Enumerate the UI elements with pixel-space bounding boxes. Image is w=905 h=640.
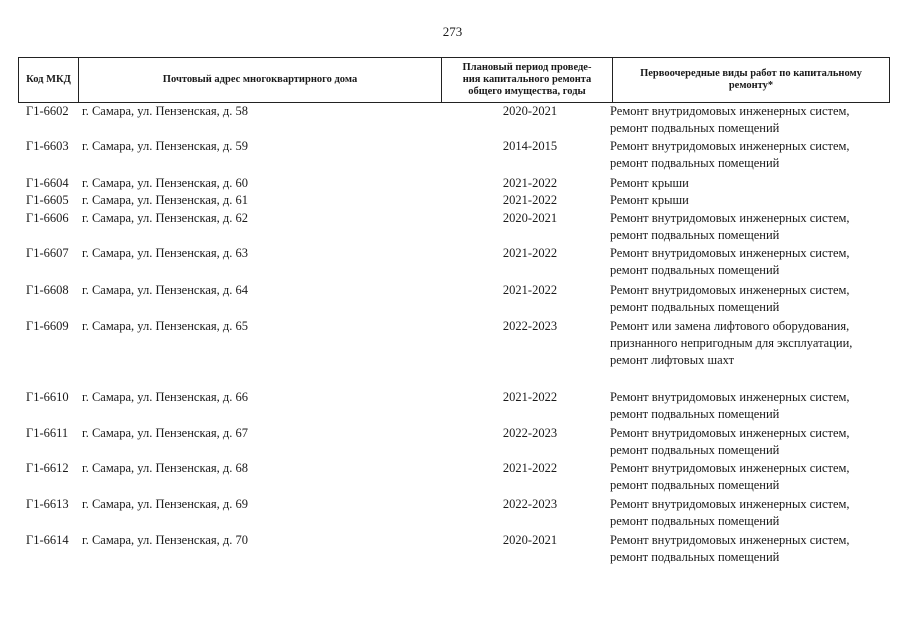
- cell-works: [610, 389, 890, 423]
- cell-works-line: признанного непригодным для эксплуатации,: [610, 336, 853, 350]
- cell-works-line: Ремонт внутридомовых инженерных систем,: [610, 461, 850, 475]
- cell-period: 2021-2022: [502, 193, 558, 207]
- cell-period: 2021-2022: [502, 390, 558, 404]
- cell-works-line: Ремонт крыши: [610, 193, 689, 207]
- cell-address: г. Самара, ул. Пензенская, д. 65: [82, 319, 248, 333]
- cell-works: [610, 192, 890, 209]
- cell-period: 2021-2022: [502, 283, 558, 297]
- cell-code: Г1-6614: [26, 533, 69, 547]
- cell-works: [610, 532, 890, 566]
- cell-period: 2021-2022: [502, 176, 558, 190]
- cell-address: г. Самара, ул. Пензенская, д. 58: [82, 104, 248, 118]
- cell-code: Г1-6610: [26, 390, 69, 404]
- cell-works-line: ремонт подвальных помещений: [610, 263, 780, 277]
- cell-period: 2022-2023: [502, 319, 558, 333]
- cell-works-line: Ремонт внутридомовых инженерных систем,: [610, 139, 850, 153]
- cell-works-line: Ремонт внутридомовых инженерных систем,: [610, 390, 850, 404]
- cell-code: Г1-6609: [26, 319, 69, 333]
- cell-code: Г1-6607: [26, 246, 69, 260]
- header-works-line: Первоочередные виды работ по капитальному: [640, 68, 862, 79]
- cell-address: г. Самара, ул. Пензенская, д. 61: [82, 193, 248, 207]
- cell-code: Г1-6613: [26, 497, 69, 511]
- cell-code: Г1-6608: [26, 283, 69, 297]
- cell-period: 2022-2023: [502, 497, 558, 511]
- cell-works-line: Ремонт внутридомовых инженерных систем,: [610, 497, 850, 511]
- header-works-line: ремонту*: [728, 80, 774, 91]
- cell-code: Г1-6612: [26, 461, 69, 475]
- cell-works-line: Ремонт внутридомовых инженерных систем,: [610, 246, 850, 260]
- cell-works-line: Ремонт внутридомовых инженерных систем,: [610, 211, 850, 225]
- header-code: Код МКД: [19, 58, 79, 102]
- cell-works-line: Ремонт крыши: [610, 176, 689, 190]
- cell-works: [610, 175, 890, 192]
- cell-works: [610, 460, 890, 494]
- cell-address: г. Самара, ул. Пензенская, д. 64: [82, 283, 248, 297]
- cell-works-line: Ремонт внутридомовых инженерных систем,: [610, 283, 850, 297]
- cell-address: г. Самара, ул. Пензенская, д. 67: [82, 426, 248, 440]
- cell-works-line: ремонт подвальных помещений: [610, 228, 780, 242]
- cell-works-line: ремонт подвальных помещений: [610, 478, 780, 492]
- cell-period: 2020-2021: [502, 533, 558, 547]
- cell-works-line: Ремонт внутридомовых инженерных систем,: [610, 104, 850, 118]
- header-address: Почтовый адрес многоквартирного дома: [79, 58, 442, 102]
- cell-works: [610, 282, 890, 316]
- cell-period: 2021-2022: [502, 246, 558, 260]
- cell-works-line: ремонт подвальных помещений: [610, 156, 780, 170]
- cell-works: [610, 103, 890, 137]
- cell-code: Г1-6606: [26, 211, 69, 225]
- header-works: [613, 58, 889, 102]
- cell-period: 2020-2021: [502, 211, 558, 225]
- cell-address: г. Самара, ул. Пензенская, д. 60: [82, 176, 248, 190]
- cell-works: [610, 425, 890, 459]
- cell-works-line: ремонт подвальных помещений: [610, 514, 780, 528]
- cell-address: г. Самара, ул. Пензенская, д. 63: [82, 246, 248, 260]
- header-period: [442, 58, 613, 102]
- table-header: [18, 57, 890, 103]
- cell-works: [610, 138, 890, 172]
- cell-works-line: ремонт подвальных помещений: [610, 300, 780, 314]
- cell-period: 2020-2021: [502, 104, 558, 118]
- cell-address: г. Самара, ул. Пензенская, д. 68: [82, 461, 248, 475]
- cell-works: [610, 245, 890, 279]
- cell-address: г. Самара, ул. Пензенская, д. 59: [82, 139, 248, 153]
- cell-works-line: ремонт подвальных помещений: [610, 121, 780, 135]
- cell-code: Г1-6611: [26, 426, 69, 440]
- cell-code: Г1-6602: [26, 104, 69, 118]
- cell-works-line: ремонт лифтовых шахт: [610, 353, 735, 367]
- page-number: 273: [442, 24, 463, 39]
- header-period-line: ния капитального ремонта: [462, 74, 592, 85]
- cell-period: 2014-2015: [502, 139, 558, 153]
- cell-works-line: ремонт подвальных помещений: [610, 550, 780, 564]
- cell-works: [610, 210, 890, 244]
- cell-works: [610, 318, 890, 369]
- cell-address: г. Самара, ул. Пензенская, д. 66: [82, 390, 248, 404]
- header-period-line: Плановый период проведе-: [462, 62, 592, 73]
- cell-period: 2021-2022: [502, 461, 558, 475]
- cell-works-line: Ремонт внутридомовых инженерных систем,: [610, 426, 850, 440]
- cell-address: г. Самара, ул. Пензенская, д. 70: [82, 533, 248, 547]
- cell-address: г. Самара, ул. Пензенская, д. 62: [82, 211, 248, 225]
- cell-works-line: Ремонт или замена лифтового оборудования,: [610, 319, 850, 333]
- cell-works: [610, 496, 890, 530]
- cell-works-line: Ремонт внутридомовых инженерных систем,: [610, 533, 850, 547]
- cell-works-line: ремонт подвальных помещений: [610, 443, 780, 457]
- cell-code: Г1-6605: [26, 193, 69, 207]
- cell-works-line: ремонт подвальных помещений: [610, 407, 780, 421]
- cell-code: Г1-6604: [26, 176, 69, 190]
- cell-code: Г1-6603: [26, 139, 69, 153]
- cell-address: г. Самара, ул. Пензенская, д. 69: [82, 497, 248, 511]
- cell-period: 2022-2023: [502, 426, 558, 440]
- header-period-line: общего имущества, годы: [468, 86, 586, 97]
